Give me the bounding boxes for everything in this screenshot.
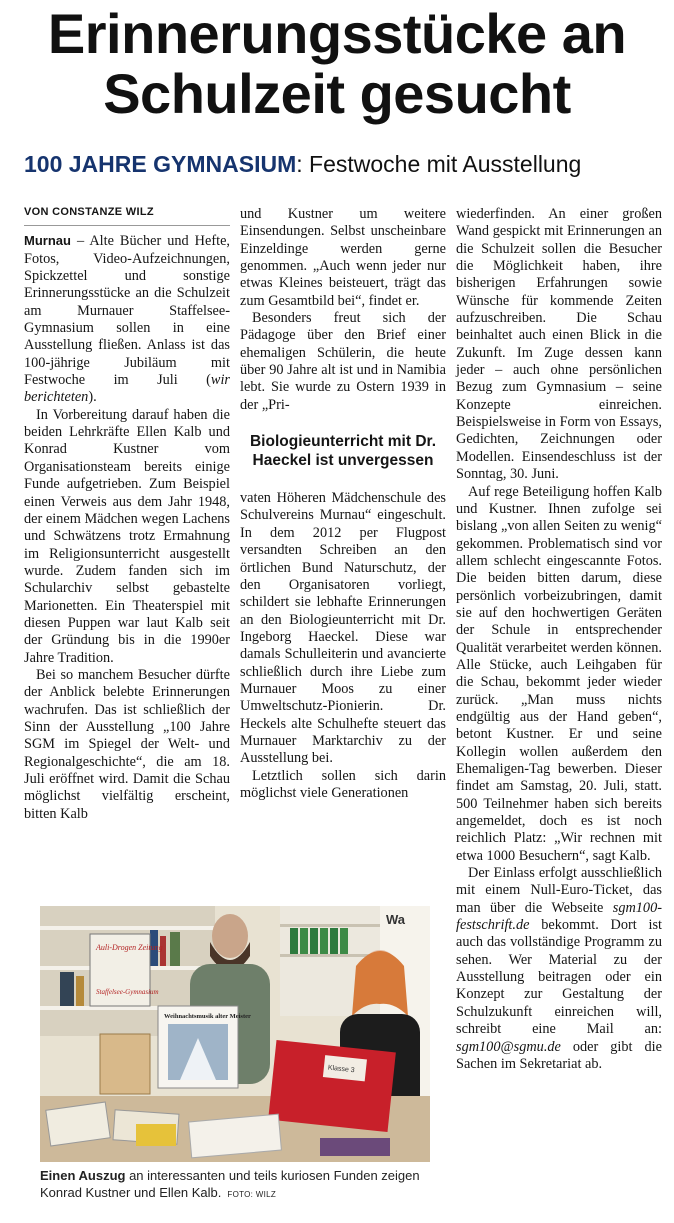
paragraph: In Vorbereitung darauf haben die beiden Lehrkräfte Ellen Kalb und Konrad Kustner vom Organisationsteam bereits einige Funde aufgetrieben. Zum Beispiel einen Verweis aus dem Jahr 1948, der einem Mädchen wegen Lachens und Schwätzens trotz Ermahnung im Religionsunterricht ausgestellt wurde. Zudem fanden sich im Schularchiv selbst gebastelte Marionetten. Ein Theaterspiel mit diesen Puppen war laut Kalb seit der Gründung bis in die 1990er Jahre Tradition. — [24, 406, 230, 666]
headline-line-1: Erinnerungsstücke an — [47, 2, 627, 65]
caption-text: an interessanten und teils kuriosen Funden zeigen Konrad Kustner und Ellen Kalb. — [40, 1168, 420, 1200]
photo-credit: FOTO: WILZ — [227, 1190, 277, 1199]
paragraph: wiederfinden. An einer großen Wand gespickt mit Erinnerungen an die Schulzeit sollen die Besucher die Möglichkeit haben, ihre bisherigen Erfahrungen sowie Wünsche für kommende Zeiten aufzuschreiben. Die Schau beinhaltet auch einen Blick in die Zukunft. Im Zuge dessen kann jeder – auch ohne persönlichen Bezug zum Gymnasium – seine Konzepte einreichen. Beispielsweise in Form von Essays, Gedichten, Zeichnungen oder Modellen. Einsendeschluss ist der Sonntag, 30. Juni. — [456, 206, 662, 483]
photo-illustration — [40, 906, 430, 1162]
intertitle: Biologieunterricht mit Dr. Haeckel ist unvergessen — [249, 433, 436, 470]
article-column-2 — [240, 206, 446, 802]
article-column-3 — [456, 206, 662, 1073]
paragraph: Letztlich sollen sich darin möglichst viele Generationen — [240, 767, 446, 801]
poster-subtitle: Staffelsee-Gymnasium — [96, 988, 159, 996]
dateline-place: Murnau — [24, 233, 71, 249]
subheadline — [24, 150, 664, 178]
subhead-rest: : Festwoche mit Ausstellung — [296, 151, 582, 177]
photo-caption — [40, 1167, 432, 1203]
paragraph: Der Einlass erfolgt ausschließlich mit einem Null-Euro-Ticket, das man über die Webseite sgm100-festschrift.de bekommt. Dort ist auch das vollständige Programm zu sehen. Wer Material zu der Ausstellung beitragen oder ein Konzept zur Gestaltung der Schulzukunft einreichen will, schreibt eine Mail an: sgm100@sgmu.de oder gibt die Sachen im Sekretariat ab. — [456, 865, 662, 1072]
subhead-kicker: 100 JAHRE GYMNASIUM — [24, 151, 297, 177]
poster-title: Auli-Drogen Zeitung — [96, 943, 163, 952]
folder-label: Klasse 3 — [327, 1064, 355, 1075]
headline-line-2: Schulzeit gesucht — [103, 62, 571, 125]
paragraph: Bei so manchem Besucher dürfte der Anblick belebte Erinnerungen wachrufen. Das ist schließlich der Sinn der Ausstellung „100 Jahre SGM im Spiegel der Welt- und Regionalgeschichte“, die am 18. Juli eröffnet wird. Damit die Schau möglichst vielfältig erscheint, bitten Kalb — [24, 666, 230, 822]
paragraph: und Kustner um weitere Einsendungen. Selbst unscheinbare Einzeldinge werden gerne genommen. „Auch wenn jeder nur etwas Kleines beisteuert, trägt das zum Gesamtbild bei“, findet er. — [240, 206, 446, 309]
paragraph: Auf rege Beteiligung hoffen Kalb und Kustner. Ihnen zufolge sei bislang „von allen Seiten zu wenig“ gekommen. Problematisch sind vor allem schlecht eingescannte Fotos. Die beiden bitten darum, diese persönlich vorbeizubringen, damit sie auf den hochwertigen Geräten der Schule in entsprechender Qualität verarbeitet werden können. Alle Stücke, auch Leihgaben für die Schau, bekommt jeder wieder zurück. „Man muss nichts endgültig aus der Hand geben“, betont Kustner. Er und seine Kollegin wollen außerdem den Ehemaligen-Tag bewerben. Dieser findet am Samstag, 20. Juli, statt. 500 Teilnehmer haben sich bereits angemeldet, doch es ist noch reichlich Platz: „Wir rechnen mit etwa 1000 Besuchern“, sagt Kalb. — [456, 483, 662, 864]
paragraph: vaten Höheren Mädchenschule des Schulvereins Murnau“ eingeschult. In dem 2012 per Flugpost versandten Schreiben an den örtlichen Bund Naturschutz, der den Organisatoren vorliegt, schildert sie lebhafte Erinnerungen an den Biologieunterricht mit Dr. Ingeborg Haeckel. Diese war damals Schulleiterin und avancierte schließlich durch ihre Liebe zum Murnauer Moos zu einer Umweltschutz-Pionierin. Dr. Heckels alte Schulhefte steuert das Murnauer Marktarchiv zu der Ausstellung bei. — [240, 490, 446, 767]
paragraph: Murnau – Alte Bücher und Hefte, Fotos, Video-Aufzeichnungen, Spickzettel und sonstige Erinnerungsstücke an die Schulzeit am Murnauer Staffelsee-Gymnasium sollen in eine Ausstellung fließen. Anlass ist das 100-jährige Jubiläum mit Festwoche im Juli (wir berichteten). — [24, 233, 230, 406]
article-photo — [40, 906, 430, 1162]
wall-text: Wa — [386, 912, 406, 927]
email-link[interactable]: sgm100@sgmu.de — [456, 1038, 561, 1055]
caption-lead: Einen Auszug — [40, 1168, 126, 1183]
article-column-1 — [24, 204, 230, 823]
headline — [0, 4, 674, 124]
paragraph: Besonders freut sich der Pädagoge über den Brief einer ehemaligen Schülerin, die heute über 90 Jahre alt ist und in Namibia lebt. Sie wurde zu Ostern 1939 in der „Pri- — [240, 310, 446, 413]
website-link[interactable]: sgm100-festschrift.de — [456, 899, 662, 934]
byline: VON CONSTANZE WILZ — [24, 204, 230, 226]
calendar-title: Weihnachtsmusik alter Meister — [164, 1013, 251, 1020]
